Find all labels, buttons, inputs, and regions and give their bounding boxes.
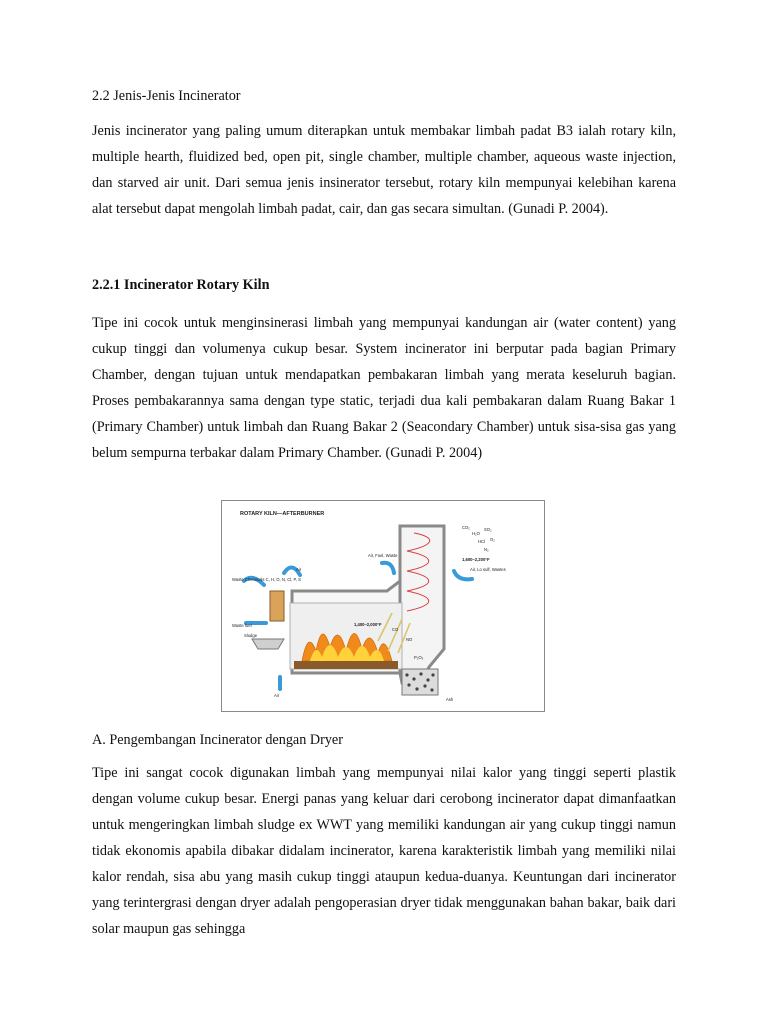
formula-no: NO	[406, 637, 413, 642]
formula-hcl: HCl	[478, 539, 485, 544]
figure-title: ROTARY KILN—AFTERBURNER	[240, 511, 325, 517]
waste-bed	[294, 661, 398, 669]
rotary-kiln-diagram	[222, 501, 544, 711]
temp-afterburner: 1,600–2,200°F	[462, 557, 490, 562]
subsection-heading: 2.2.1 Incinerator Rotary Kiln	[92, 277, 270, 293]
formula-h2o: H₂O	[472, 531, 480, 536]
subsection-paragraph: Tipe ini cocok untuk menginsinerasi limbah yang mempunyai kandungan air (water content) yang cukup tinggi dan volumenya cukup besar. System incinerator ini berputar pada bagian Primary Chamber, dengan tujuan untuk mendapatkan pembakaran limbah yang merata keseluruh bagian. Proses pembakarannya sama dengan type static, terjadi dua kali pembakaran dalam Ruang Bakar 1 (Primary Chamber) untuk limbah dan Ruang Bakar 2 (Seacondary Chamber) untuk sisa-sisa gas yang belum sempurna terbakar dalam Primary Chamber. (Gunadi P. 2004)	[92, 315, 676, 461]
label-air-left: Air	[296, 567, 302, 572]
label-ash: Ash	[446, 697, 454, 702]
label-waste-in: Waste Chemicals C, H, O, N, Cl, P, S	[232, 577, 301, 582]
formula-o2: O₂	[490, 537, 495, 542]
formula-n2: N₂	[484, 547, 489, 552]
label-waste-fuel: Waste fuel	[232, 623, 252, 628]
label-sludge: Sludge	[244, 633, 258, 638]
section-paragraph: Jenis incinerator yang paling umum diterapkan untuk membakar limbah padat B3 ialah rotary kiln, multiple hearth, fluidized bed, open pit, single chamber, multiple chamber, aqueous waste injection, dan starved air unit. Dari semua jenis insinerator tersebut, rotary kiln mempunyai kelebihan karena alat tersebut dapat mengolah limbah padat, cair, dan gas secara simultan. (Gunadi P. 2004).	[92, 123, 676, 217]
label-air-fuel-right: Air, Lo sulf, Wastes	[470, 567, 506, 572]
label-air-fuel-top: Air, Fuel, Waste	[368, 553, 398, 558]
formula-co: CO	[392, 627, 399, 632]
feed-hopper	[252, 639, 284, 649]
section-heading: 2.2 Jenis-Jenis Incinerator	[92, 88, 241, 104]
formula-co2: CO₂	[462, 525, 470, 530]
rotary-kiln-figure	[221, 500, 545, 712]
subsection-a-heading: A. Pengembangan Incinerator dengan Dryer	[92, 732, 343, 748]
subsection-a-paragraph: Tipe ini sangat cocok digunakan limbah yang mempunyai nilai kalor yang tinggi seperti plastik dengan volume cukup besar. Energi panas yang keluar dari cerobong incinerator dapat dimanfaatkan untuk mengeringkan limbah sludge ex WWT yang memiliki kandungan air yang cukup tinggi namun tidak ekonomis apabila dibakar didalam incinerator, karena karakteristik limbah yang memiliki nilai kalor rendah, sisa abu yang masih cukup tinggi ataupun kedua-duanya. Keuntungan dari incinerator yang terintergrasi dengan dryer adalah pengoperasian dryer tidak menggunakan bahan bakar, baik dari solar maupun gas sehingga	[92, 765, 676, 937]
label-air-bottom: Air	[274, 693, 280, 698]
formula-p2o5: P₂O₅	[414, 655, 424, 660]
temp-kiln: 1,400–2,000°F	[354, 622, 382, 627]
waste-feeder	[270, 591, 284, 621]
formula-so2: SO₂	[484, 527, 492, 532]
